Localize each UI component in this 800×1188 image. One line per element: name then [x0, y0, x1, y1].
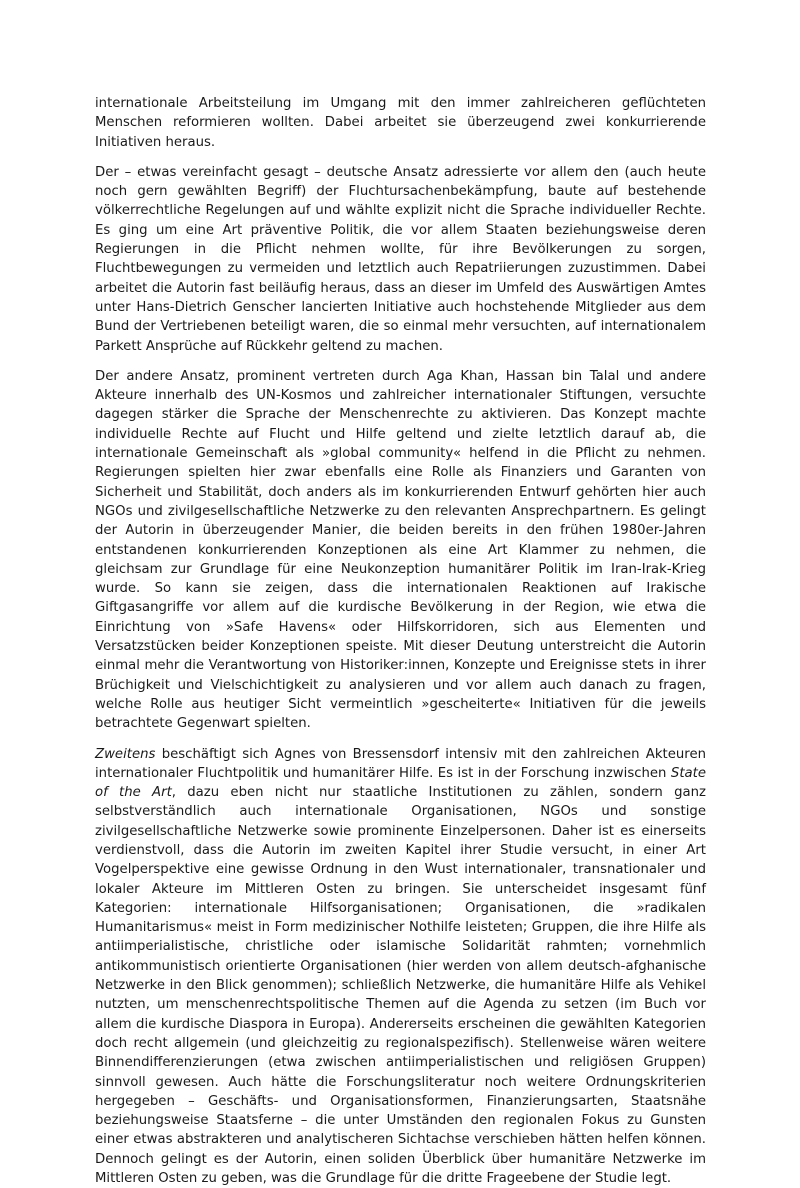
emphasis-text: State of the Art	[95, 766, 706, 800]
paragraph-text: internationale Arbeitsteilung im Umgang mit den immer zahlreicheren geflüchteten Menschen reformieren wollten. Dabei arbeitet sie überzeugend zwei konkurrierende Initiativen heraus.	[95, 96, 706, 150]
paragraph-text: Der – etwas vereinfacht gesagt – deutsche Ansatz adressierte vor allem den (auch heute noch gern gewählten Begriff) der Fluchtursachenbekämpfung, baute auf bestehende völkerrechtliche Regelungen auf und wählte explizit nicht die Sprache individueller Rechte. Es ging um eine Art präventive Politik, die vor allem Staaten beziehungsweise deren Regierungen in die Pflicht nehmen wollte, für ihre Bevölkerungen zu sorgen, Fluchtbewegungen zu vermeiden und letztlich auch Repatriierungen zuzustimmen. Dabei arbeitet die Autorin fast beiläufig heraus, dass an dieser im Umfeld des Auswärtigen Amtes unter Hans-Dietrich Genscher lancierten Initiative auch hochstehende Mitglieder aus dem Bund der Vertriebenen beteiligt waren, die so einmal mehr versuchten, auf internationalem Parkett Ansprüche auf Rückkehr geltend zu machen.	[95, 165, 706, 354]
paragraph	[95, 745, 706, 1188]
paragraph-text: beschäftigt sich Agnes von Bressensdorf intensiv mit den zahlreichen Akteuren internationaler Fluchtpolitik und humanitärer Hilfe. Es ist in der Forschung inzwischen	[95, 747, 706, 781]
paragraph	[95, 94, 706, 152]
paragraph-text: Der andere Ansatz, prominent vertreten durch Aga Khan, Hassan bin Talal und andere Akteure innerhalb des UN-Kosmos und zahlreicher internationaler Stiftungen, versuchte dagegen stärker die Sprache der Menschenrechte zu aktivieren. Das Konzept machte individuelle Rechte auf Flucht und Hilfe geltend und zielte letztlich darauf ab, die internationale Gemeinschaft als »global community« helfend in die Pflicht zu nehmen. Regierungen spielten hier zwar ebenfalls eine Rolle als Finanziers und Garanten von Sicherheit und Stabilität, doch anders als im konkurrierenden Entwurf gehörten hier auch NGOs und zivilgesellschaftliche Netzwerke zu den relevanten Ansprechpartnern. Es gelingt der Autorin in überzeugender Manier, die beiden bereits in den frühen 1980er-Jahren entstandenen konkurrierenden Konzeptionen als eine Art Klammer zu nehmen, die gleichsam zur Grundlage für eine Neukonzeption humanitärer Politik im Iran-Irak-Krieg wurde. So kann sie zeigen, dass die internationalen Reaktionen auf Irakische Giftgasangriffe vor allem auf die kurdische Bevölkerung in der Region, wie etwa die Einrichtung von »Safe Havens« oder Hilfskorridoren, sich aus Elementen und Versatzstücken beider Konzeptionen speiste. Mit dieser Deutung unterstreicht die Autorin einmal mehr die Verantwortung von Historiker:innen, Konzepte und Ereignisse stets in ihrer Brüchigkeit und Vielschichtigkeit zu analysieren und vor allem auch danach zu fragen, welche Rolle aus heutiger Sicht vermeintlich »gescheiterte« Initiativen für die jeweils betrachtete Gegenwart spielten.	[95, 369, 706, 731]
paragraph	[95, 367, 706, 734]
emphasis-text: Zweitens	[95, 747, 155, 762]
paragraph-text: , dazu eben nicht nur staatliche Institutionen zu zählen, sondern ganz selbstverständlich auch internationale Organisationen, NGOs und sonstige zivilgesellschaftliche Netzwerke sowie prominente Einzelpersonen. Daher ist es einerseits verdienstvoll, dass die Autorin im zweiten Kapitel ihrer Studie versucht, in einer Art Vogelperspektive eine gewisse Ordnung in den Wust internationaler, transnationaler und lokaler Akteure im Mittleren Osten zu bringen. Sie unterscheidet insgesamt fünf Kategorien: internationale Hilfsorganisationen; Organisationen, die »radikalen Humanitarismus« meist in Form medizinischer Nothilfe leisteten; Gruppen, die ihre Hilfe als antiimperialistische, christliche oder islamische Solidarität rahmten; vornehmlich antikommunistisch orientierte Organisationen (hier werden von allem deutsch-afghanische Netzwerke in den Blick genommen); schließlich Netzwerke, die humanitäre Hilfe als Vehikel nutzten, um menschenrechtspolitische Themen auf die Agenda zu setzen (im Buch vor allem die kurdische Diaspora in Europa). Andererseits erscheinen die gewählten Kategorien doch recht allgemein (und gleichzeitig zu regionalspezifisch). Stellenweise wären weitere Binnendifferenzierungen (etwa zwischen antiimperialistischen und religiösen Gruppen) sinnvoll gewesen. Auch hätte die Forschungsliteratur noch weitere Ordnungskriterien hergegeben – Geschäfts- und Organisationsformen, Finanzierungsarten, Staatsnähe beziehungsweise Staatsferne – die unter Umständen den regionalen Fokus zu Gunsten einer etwas abstrakteren und analytischeren Sichtachse verschieben hätten helfen können. Dennoch gelingt es der Autorin, einen soliden Überblick über humanitäre Netzwerke im Mittleren Osten zu geben, was die Grundlage für die dritte Frageebene der Studie legt.	[95, 785, 706, 1186]
paragraph	[95, 163, 706, 356]
